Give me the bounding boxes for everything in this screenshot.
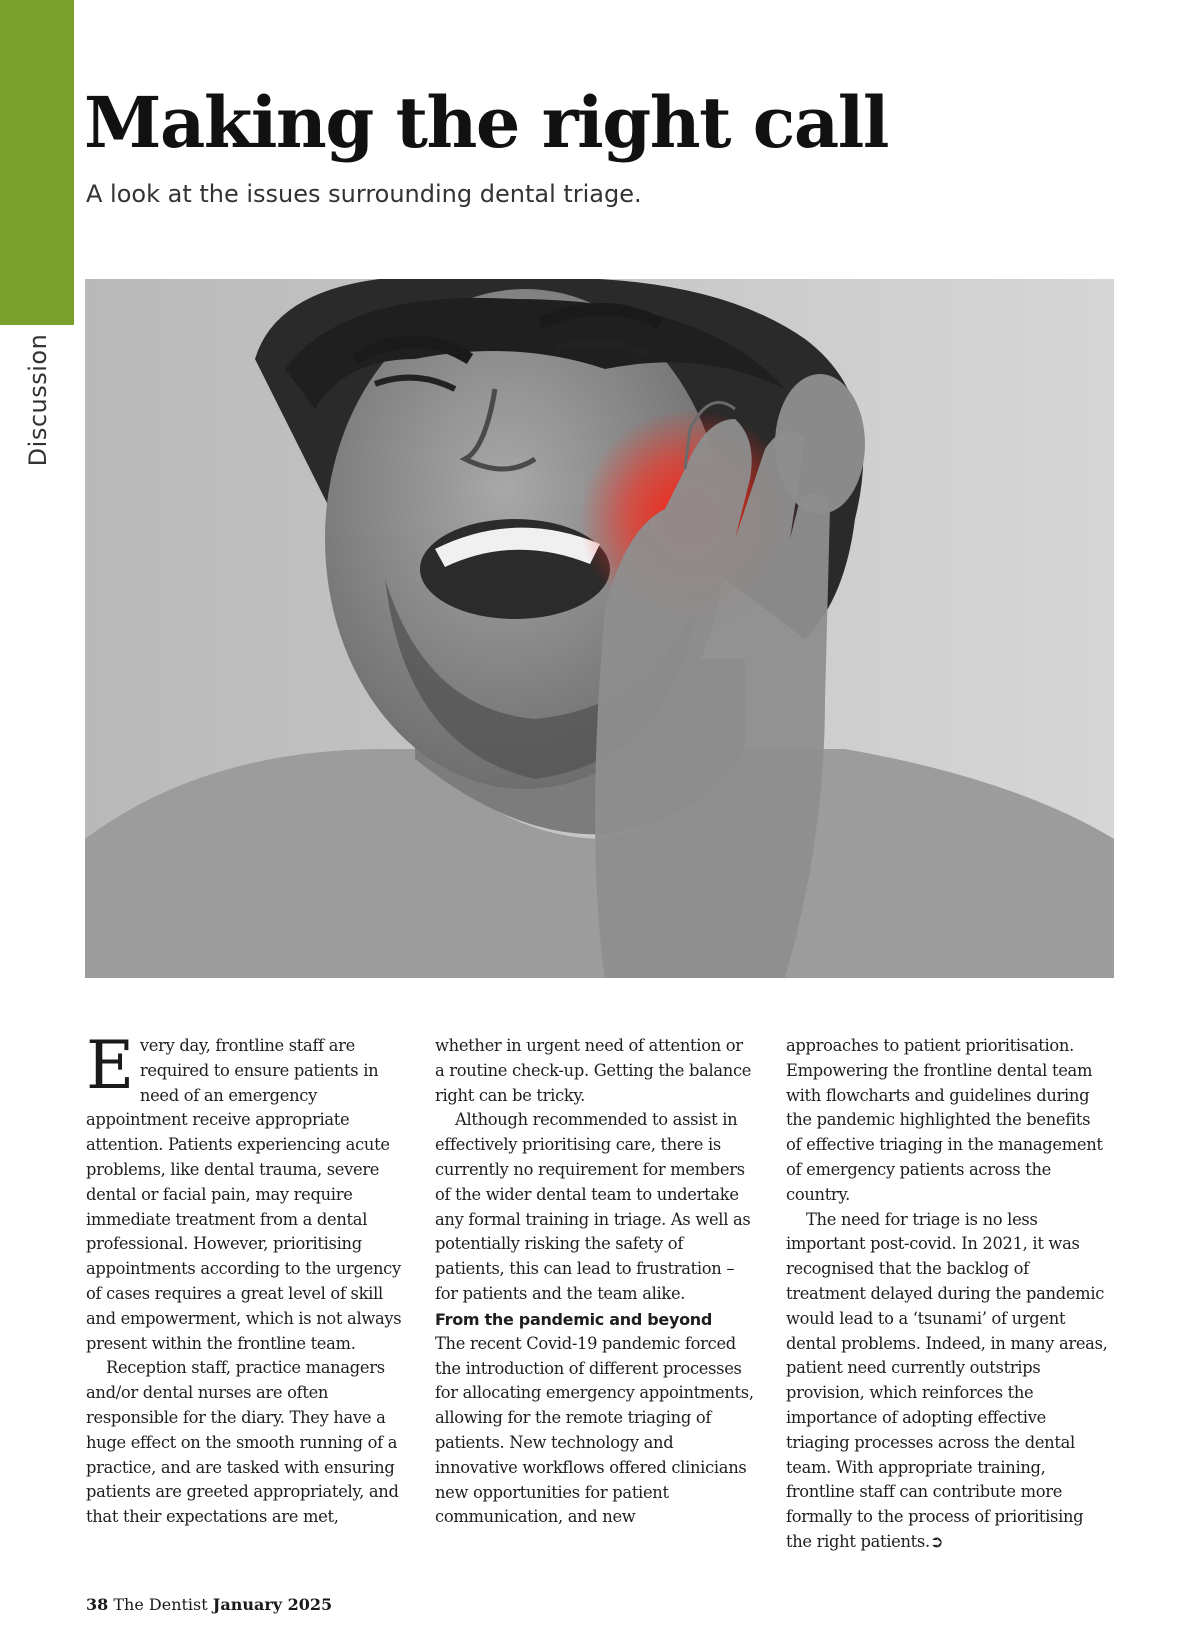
article-column-2: [435, 1034, 757, 1530]
article-column-3: [786, 1034, 1108, 1555]
paragraph: Every day, frontline staff are required to ensure patients in need of an emergency appointment receive appropriate attention. Patients experiencing acute problems, like dental trauma, severe dental or facial pain, may require immediate treatment from a dental professional. However, prioritising appointments according to the urgency of cases requires a great level of skill and empowerment, which is not always present within the frontline team.: [86, 1027, 402, 1353]
end-arrow-icon: ➲: [929, 1531, 944, 1551]
page-number: 38: [86, 1595, 109, 1614]
article-title: Making the right call: [84, 81, 888, 164]
section-subheading: From the pandemic and beyond: [435, 1309, 713, 1329]
section-label: Discussion: [24, 333, 52, 467]
paragraph: The need for triage is no less important post-covid. In 2021, it was recognised that the backlog of treatment delayed during the pandemic would lead to a ‘tsunami’ of urgent dental problems. Indeed, in many areas, patient need currently outstrips provision, which reinforces the importance of adopting effective triaging processes across the dental team. With appropriate training, frontline staff can contribute more formally to the process of prioritising the right patients.➲: [786, 1209, 1108, 1551]
section-accent-bar: [0, 0, 74, 325]
paragraph: approaches to patient prioritisation. Empowering the frontline dental team with flowcharts and guidelines during the pandemic highlighted the benefits of effective triaging in the management of emergency patients across the country.: [786, 1036, 1103, 1204]
drop-cap: E: [86, 1027, 134, 1104]
issue-date: January 2025: [212, 1595, 333, 1614]
publication-name: The Dentist: [113, 1595, 208, 1614]
paragraph: whether in urgent need of attention or a routine check-up. Getting the balance right can be tricky.: [435, 1036, 752, 1105]
paragraph: Although recommended to assist in effectively prioritising care, there is currently no requirement for members of the wider dental team to undertake any formal training in triage. As well as potentially risking the safety of patients, this can lead to frustration – for patients and the team alike.: [435, 1110, 751, 1303]
paragraph: Reception staff, practice managers and/or dental nurses are often responsible for the diary. They have a huge effect on the smooth running of a practice, and are tasked with ensuring patients are greeted appropriately, and that their expectations are met,: [86, 1358, 399, 1527]
hero-photo: [85, 279, 1114, 978]
paragraph: The recent Covid-19 pandemic forced the introduction of different processes for allocating emergency appointments, allowing for the remote triaging of patients. New technology and innovative workflows offered clinicians new opportunities for patient communication, and new: [435, 1333, 754, 1527]
page-footer: [86, 1595, 332, 1614]
article-subtitle: A look at the issues surrounding dental triage.: [86, 180, 642, 208]
article-column-1: [86, 1027, 404, 1530]
